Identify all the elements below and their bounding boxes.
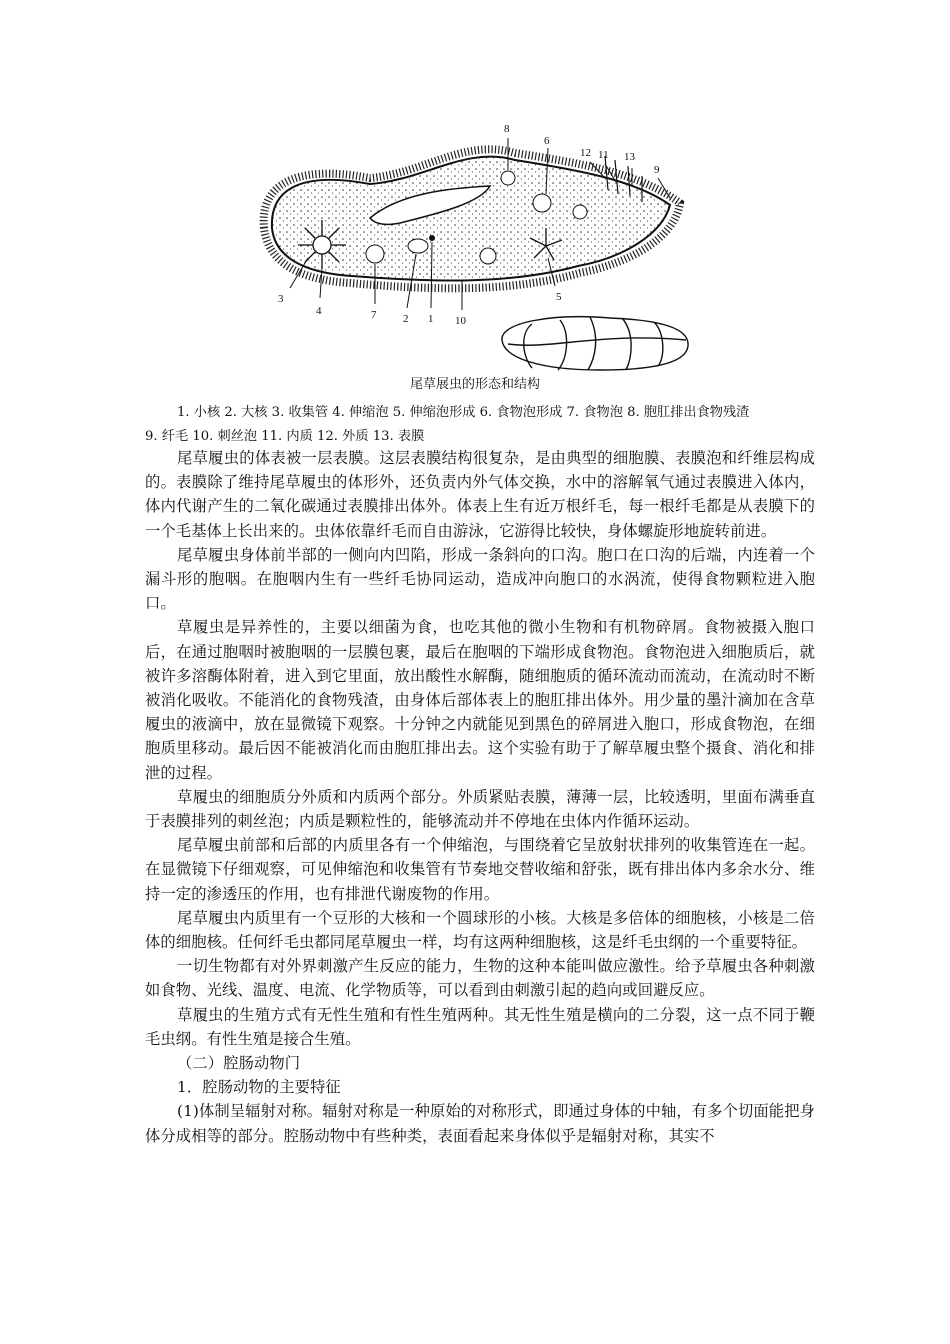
section-heading: （二）腔肠动物门: [177, 1054, 301, 1073]
section-subheading: 1．腔肠动物的主要特征: [177, 1078, 341, 1097]
label-1: 1: [428, 313, 434, 325]
label-8: 8: [504, 123, 510, 135]
figure-legend: [145, 401, 815, 449]
food-vacuole: [573, 205, 587, 219]
food-vacuole: [366, 245, 384, 263]
paragraph: 尾草履虫身体前半部的一侧向内凹陷，形成一条斜向的口沟。胞口在口沟的后端，内连着一个漏斗形的胞咽。在胞咽内生有一些纤毛协同运动，造成冲向胞口的水涡流，使得食物颗粒进入胞口。: [145, 545, 815, 613]
label-10: 10: [455, 315, 466, 327]
cytoproct: [501, 171, 515, 185]
paramecium-figure: [250, 118, 700, 380]
paramecium-body: [272, 157, 670, 281]
paragraph: 尾草履虫内质里有一个豆形的大核和一个圆球形的小核。大核是多倍体的细胞核，小核是二倍体的细胞核。任何纤毛虫都同尾草履虫一样，均有这两种细胞核，这是纤毛虫纲的一个重要特征。: [145, 908, 815, 952]
food-vacuole: [480, 248, 496, 264]
label-13: 13: [624, 151, 635, 163]
label-9: 9: [654, 164, 660, 176]
label-3: 3: [278, 293, 284, 305]
paragraph: 尾草履虫的体表被一层表膜。这层表膜结构很复杂，是由典型的细胞膜、表膜泡和纤维层构成的。表膜除了维持尾草履虫的体形外，还负责内外气体交换，水中的溶解氧气通过表膜进入体内，体内代谢产生的二氧化碳通过表膜排出体外。体表上生有近万根纤毛，每一根纤毛都是从表膜下的一个毛基体上长出来的。虫体依靠纤毛而自由游泳，它游得比较快，身体螺旋形地旋转前进。: [145, 449, 815, 540]
label-12: 12: [580, 147, 591, 159]
label-7: 7: [371, 309, 377, 321]
label-6: 6: [544, 135, 550, 147]
paragraph: 草履虫的生殖方式有无性生殖和有性生殖两种。其无性生殖是横向的二分裂，这一点不同于鞭毛虫纲。有性生殖是接合生殖。: [145, 1005, 815, 1048]
micronucleus: [429, 235, 435, 241]
paragraph: 草履虫是异养性的，主要以细菌为食，也吃其他的微小生物和有机物碎屑。食物被摄入胞口后，在通过胞咽时被胞咽的一层膜包裹，最后在胞咽的下端形成食物泡。食物泡进入细胞质后，就被许多溶酶体附着，进入到它里面，放出酸性水解酶，随细胞质的循环流动而流动，在流动时不断被消化吸收。不能消化的食物残渣，由身体后部体表上的胞肛排出体外。用少量的墨汁滴加在含草履虫的液滴中，放在显微镜下观察。十分钟之内就能见到黑色的碎屑进入胞口，形成食物泡，在细胞质里移动。最后因不能被消化而由胞肛排出去。这个实验有助于了解草履虫整个摄食、消化和排泄的过程。: [145, 618, 815, 782]
legend-line-1: 1. 小核 2. 大核 3. 收集管 4. 伸缩泡 5. 伸缩泡形成 6. 食物泡形成 7. 食物泡 8. 胞肛排出食物残渣: [177, 405, 750, 420]
body-text: [145, 446, 815, 1148]
food-vacuole-forming: [533, 194, 551, 212]
paragraph: 一切生物都有对外界刺激产生反应的能力，生物的这种本能叫做应激性。给予草履虫各种刺激如食物、光线、温度、电流、化学物质等，可以看到由刺激引起的趋向或回避反应。: [145, 957, 815, 1000]
paragraph: 尾草履虫前部和后部的内质里各有一个伸缩泡，与围绕着它呈放射状排列的收集管连在一起。在显微镜下仔细观察，可见伸缩泡和收集管有节奏地交替收缩和舒张，既有排出体内多余水分、维持一定的渗透压的作用，也有排泄代谢废物的作用。: [145, 836, 815, 903]
paragraph: 草履虫的细胞质分外质和内质两个部分。外质紧贴表膜，薄薄一层，比较透明，里面布满垂直于表膜排列的刺丝泡；内质是颗粒性的，能够流动并不停地在虫体内作循环运动。: [145, 787, 815, 831]
figure-caption: 尾草展虫的形态和结构: [409, 377, 540, 392]
label-11: 11: [598, 149, 609, 161]
label-5: 5: [556, 291, 562, 303]
legend-line-2: 9. 纤毛 10. 刺丝泡 11. 内质 12. 外质 13. 表膜: [145, 429, 425, 444]
paramecium-diagram: [250, 118, 700, 380]
macronucleus: [408, 239, 428, 253]
swimming-inset: [502, 317, 688, 370]
label-2: 2: [403, 313, 409, 325]
paragraph: (1)体制呈辐射对称。辐射对称是一种原始的对称形式，即通过身体的中轴，有多个切面能把身体分成相等的部分。腔肠动物中有些种类，表面看起来身体似乎是辐射对称，其实不: [145, 1102, 815, 1145]
label-4: 4: [316, 305, 322, 317]
